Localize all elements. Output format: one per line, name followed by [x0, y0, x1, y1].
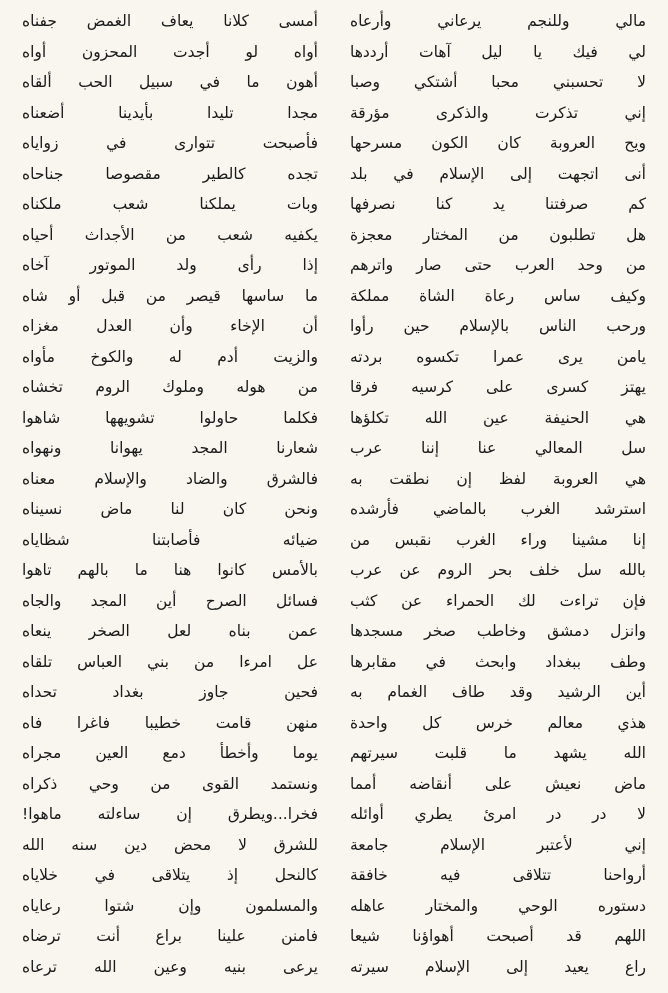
verse-first-half: يامن يرى عمرا تكسوه بردته: [350, 347, 646, 366]
verse-first-half: دستوره الوحي والمختار عاهله: [350, 896, 646, 915]
verse-first-half: إني تذكرت والذكرى مؤرقة: [350, 103, 646, 122]
verse-first-half: هي العروبة لفظ إن نطقت به: [350, 469, 646, 488]
verse-second-half: ونحن كان لنا ماض نسيناه: [22, 500, 318, 518]
verse-second-half: فكلما حاولوا تشويهها شاهوا: [22, 408, 318, 427]
verse-second-half: يرعى بنيه وعين الله ترعاه: [22, 957, 318, 976]
verse-first-half: ويح العروبة كان الكون مسرحها: [350, 134, 646, 152]
verse-first-half: اللهم قد أصبحت أهواؤنا شيعا: [350, 927, 646, 945]
verse-first-half: وكيف ساس رعاة الشاة مملكة: [350, 286, 646, 305]
verse-first-half: كم صرفتنا يد كنا نصرفها: [350, 195, 646, 213]
verse-second-half: أمسى كلانا يعاف الغمض جفناه: [22, 12, 318, 30]
verse-second-half: للشرق لا محض دين سنه الله: [22, 835, 318, 854]
poem-left-column: [18, 6, 318, 983]
verse-second-half: من هوله وملوك الروم تخشاه: [22, 378, 318, 396]
verse-first-half: هذي معالم خرس كل واحدة: [350, 713, 646, 732]
verse-first-half: هي الحنيفة عين الله تكلؤها: [350, 408, 646, 427]
verse-second-half: ما ساسها قيصر من قبل أو شاه: [22, 286, 318, 305]
verse-second-half: ونستمد القوى من وحي ذكراه: [22, 774, 318, 793]
verse-second-half: مجدا تليدا بأيدينا أضعناه: [22, 103, 318, 122]
verse-first-half: وطف ببغداد وابحث في مقابرها: [350, 652, 646, 671]
verse-second-half: تجده كالطير مقصوصا جناحاه: [22, 164, 318, 183]
verse-first-half: سل المعالي عنا إننا عرب: [350, 439, 646, 457]
verse-second-half: بالأمس كانوا هنا ما بالهم تاهوا: [22, 561, 318, 579]
verse-second-half: فأصبحت تتوارى في زواياه: [22, 134, 318, 152]
verse-second-half: أواه لو أجدت المحزون أواه: [22, 42, 318, 61]
verse-second-half: كالنحل إذ يتلاقى في خلاياه: [22, 866, 318, 884]
verse-second-half: والمسلمون وإن شتوا رعاياه: [22, 896, 318, 915]
verse-first-half: مالي وللنجم يرعاني وأرعاه: [350, 12, 646, 30]
verse-second-half: عل امرءا من بني العباس تلقاه: [22, 652, 318, 671]
verse-first-half: راع يعيد إلى الإسلام سيرته: [350, 957, 646, 976]
verse-first-half: بالله سل خلف بحر الروم عن عرب: [350, 561, 646, 579]
verse-second-half: فالشرق والضاد والإسلام معناه: [22, 469, 318, 488]
verse-second-half: منهن قامت خطيبا فاغرا فاه: [22, 713, 318, 732]
verse-second-half: فحين جاوز بغداد تحداه: [22, 683, 318, 701]
poem-right-column: [350, 6, 650, 983]
verse-first-half: ورحب الناس بالإسلام حين رأوا: [350, 317, 646, 335]
verse-first-half: من وحد العرب حتى صار واترهم: [350, 256, 646, 274]
verse-second-half: فسائل الصرح أين المجد والجاه: [22, 591, 318, 610]
verse-first-half: يهتز كسرى على كرسيه فرقا: [350, 378, 646, 396]
verse-second-half: والزيت أدم له والكوخ مأواه: [22, 347, 318, 366]
verse-first-half: أين الرشيد وقد طاف الغمام به: [350, 683, 646, 701]
verse-first-half: لا در در امرئ يطري أوائله: [350, 805, 646, 823]
verse-first-half: استرشد الغرب بالماضي فأرشده: [350, 500, 646, 518]
verse-first-half: أنى اتجهت إلى الإسلام في بلد: [350, 164, 646, 183]
verse-second-half: إذا رأى ولد الموتور آخاه: [22, 256, 318, 274]
verse-second-half: وبات يملكنا شعب ملكناه: [22, 195, 318, 213]
verse-first-half: إني لأعتبر الإسلام جامعة: [350, 835, 646, 854]
verse-second-half: أهون ما في سبيل الحب ألقاه: [22, 73, 318, 91]
verse-first-half: لا تحسبني محبا أشتكي وصبا: [350, 73, 646, 91]
verse-first-half: لي فيك يا ليل آهات أرددها: [350, 42, 646, 61]
verse-first-half: الله يشهد ما قلبت سيرتهم: [350, 744, 646, 762]
verse-second-half: عمن بناه لعل الصخر ينعاه: [22, 622, 318, 640]
verse-second-half: شعارنا المجد يهوانا ونهواه: [22, 439, 318, 457]
verse-second-half: فخرا...ويطرق إن ساءلته ماهوا!: [22, 805, 318, 823]
verse-second-half: فامنن علينا براع أنت ترضاه: [22, 927, 318, 945]
verse-first-half: فإن تراءت لك الحمراء عن كثب: [350, 591, 646, 610]
verse-second-half: يوما وأخطأ دمع العين مجراه: [22, 744, 318, 762]
verse-second-half: ضيائه فأصابتنا شظاياه: [22, 530, 318, 549]
verse-first-half: وانزل دمشق وخاطب صخر مسجدها: [350, 622, 646, 640]
verse-first-half: إنا مشينا وراء الغرب نقبس من: [350, 530, 646, 549]
verse-first-half: أرواحنا تتلاقى فيه خافقة: [350, 866, 646, 884]
verse-second-half: يكفيه شعب من الأجداث أحياه: [22, 225, 318, 244]
verse-second-half: أن الإخاء وأن العدل مغزاه: [22, 317, 318, 335]
verse-first-half: ماض نعيش على أنقاضه أمما: [350, 774, 646, 793]
verse-first-half: هل تطلبون من المختار معجزة: [350, 225, 646, 244]
